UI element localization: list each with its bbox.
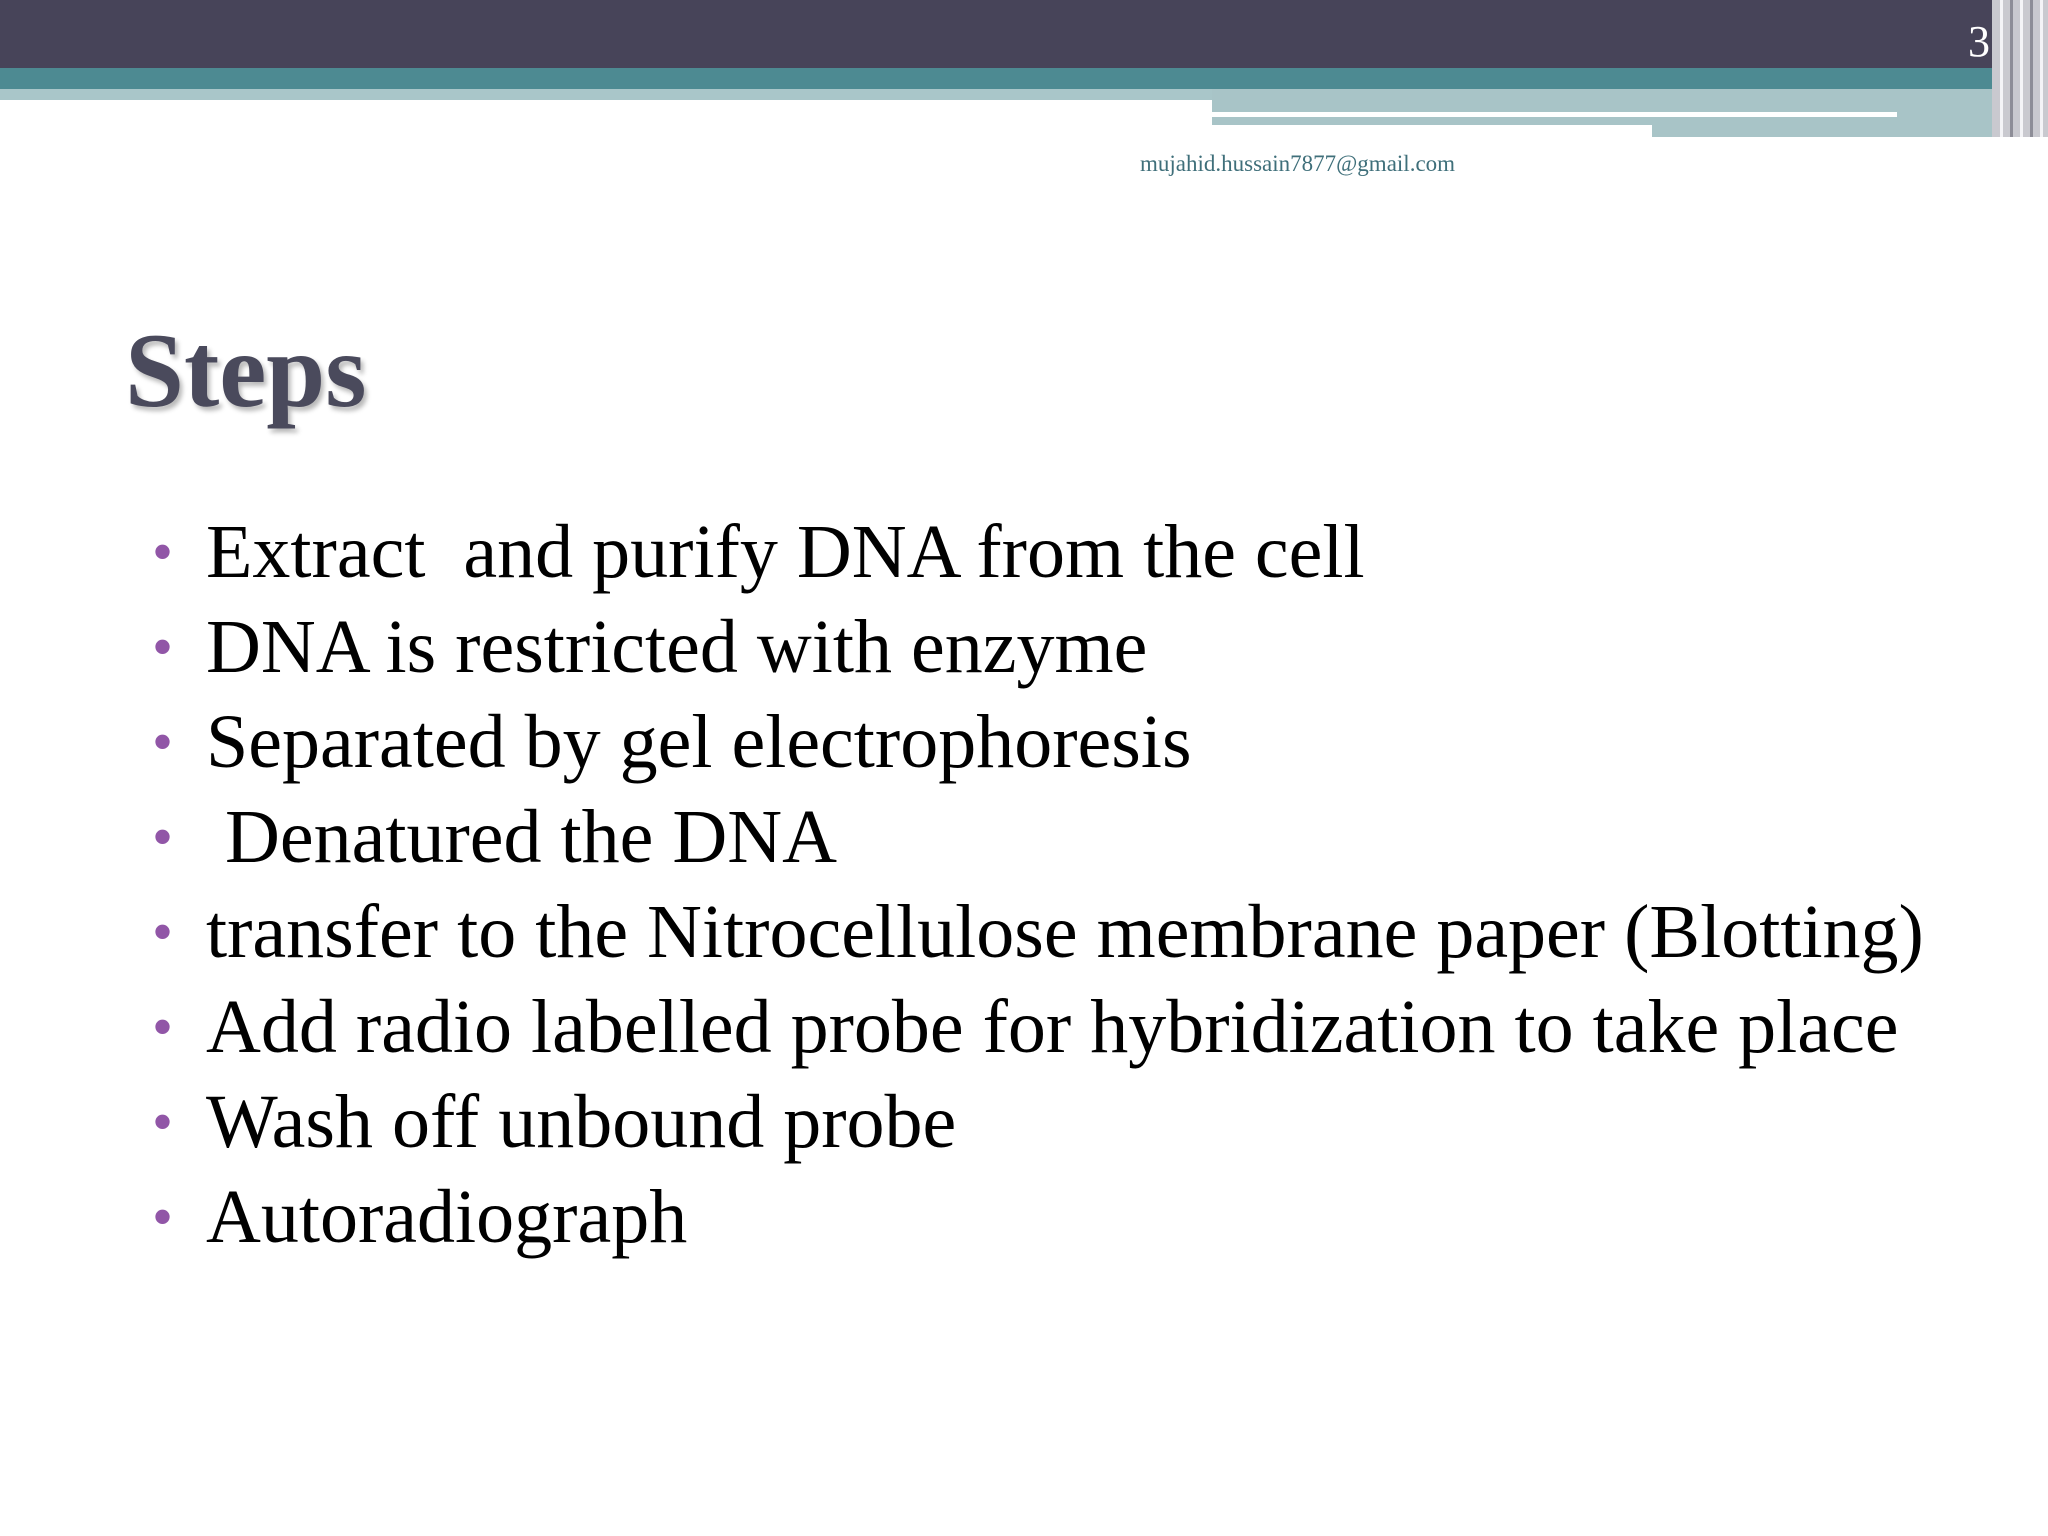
- step-text: Autoradiograph: [206, 1175, 688, 1259]
- header-dark-band: [0, 0, 2048, 68]
- edge-stripe: [2020, 0, 2023, 137]
- bullet-icon: •: [152, 1089, 174, 1155]
- edge-stripe: [2010, 0, 2013, 137]
- list-item: [150, 1172, 1925, 1262]
- header-light-band: [0, 89, 1212, 100]
- slide-title: Steps: [125, 312, 367, 429]
- bullet-icon: •: [152, 614, 174, 680]
- step-text: Extract and purify DNA from the cell: [206, 510, 1365, 594]
- steps-list: [150, 507, 1925, 1267]
- list-item: [150, 697, 1925, 787]
- edge-stripe: [2040, 0, 2043, 137]
- list-item: [150, 602, 1925, 692]
- header-white-step: [1212, 125, 1652, 139]
- list-item: [150, 982, 1925, 1072]
- step-text: Add radio labelled probe for hybridization to take place: [206, 985, 1899, 1069]
- list-item: [150, 507, 1925, 597]
- step-text: Separated by gel electrophoresis: [206, 700, 1192, 784]
- author-email: mujahid.hussain7877@gmail.com: [1140, 151, 1456, 176]
- step-text: Wash off unbound probe: [206, 1080, 957, 1164]
- list-item: [150, 1077, 1925, 1167]
- bullet-icon: •: [152, 709, 174, 775]
- list-item: [150, 887, 1925, 977]
- step-text: transfer to the Nitrocellulose membrane paper (Blotting): [206, 890, 1924, 974]
- header-white-line: [1212, 112, 1897, 117]
- bullet-icon: •: [152, 899, 174, 965]
- bullet-icon: •: [152, 519, 174, 585]
- header-right-edge-stripes: [1992, 0, 2048, 137]
- edge-stripe: [2000, 0, 2003, 137]
- bullet-icon: •: [152, 1184, 174, 1250]
- bullet-icon: •: [152, 994, 174, 1060]
- step-text: Denatured the DNA: [206, 795, 838, 879]
- header-teal-band: [0, 68, 2048, 89]
- step-text: DNA is restricted with enzyme: [206, 605, 1148, 689]
- edge-stripe: [2030, 0, 2033, 137]
- list-item: [150, 792, 1925, 882]
- slide-number: 3: [1968, 17, 1990, 66]
- bullet-icon: •: [152, 804, 174, 870]
